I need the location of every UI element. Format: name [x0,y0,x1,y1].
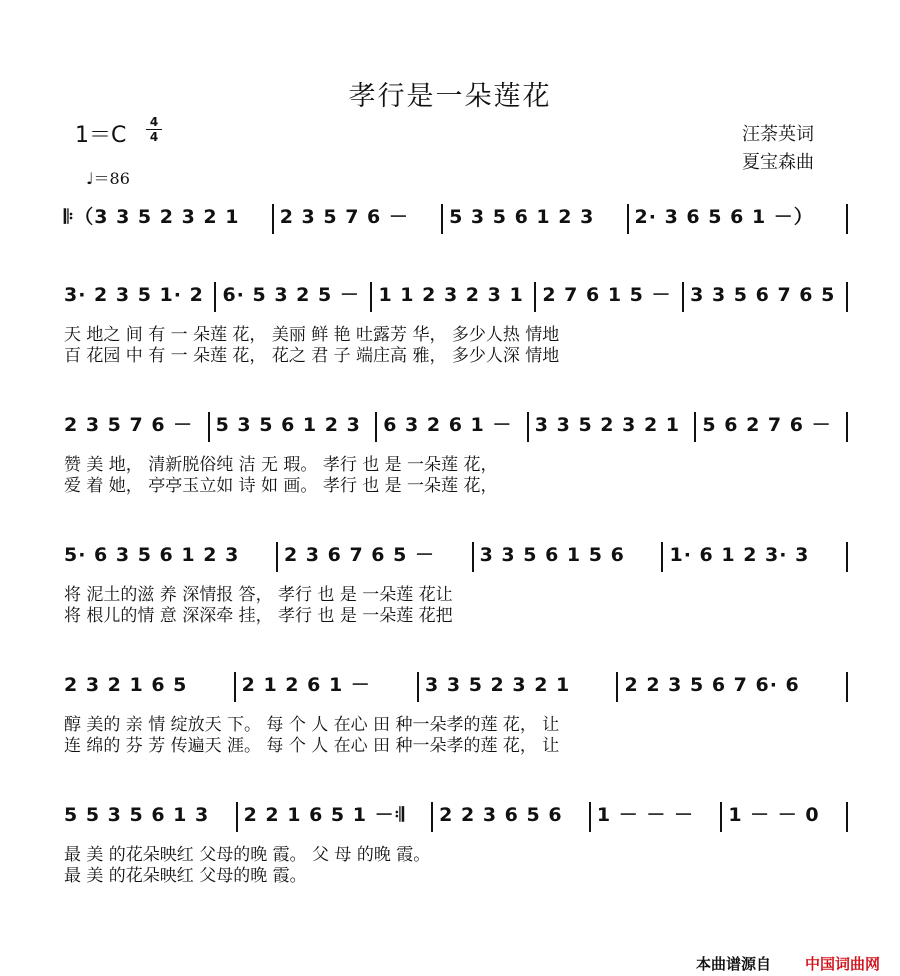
measure: 2 2 1 6 5 1 －𝄇 [243,804,405,826]
barline [370,282,372,312]
measure: 1 － － 0 [728,804,820,826]
measure: 5 6 2 7 6 － [702,414,832,436]
barline [208,412,210,442]
barline [720,802,722,832]
barline [236,802,238,832]
barline [534,282,536,312]
measure: 1 － － － [596,804,694,826]
notation-line [64,410,854,440]
lyric-line: 最 美 的花朵映红 父母的晚 霞。 父 母 的晚 霞。 [64,845,431,865]
time-signature-top: 4 [149,115,159,129]
notation-line [64,670,854,700]
barline [694,412,696,442]
measure: 5 3 5 6 1 2 3 [449,206,595,228]
measure: 2 3 5 7 6 － [64,414,194,436]
lyricist-credit: 汪荼英词 [742,124,814,145]
measure: 5 5 3 5 6 1 3 [64,804,210,826]
key-signature: 1＝C [75,123,127,148]
barline [589,802,591,832]
barline [214,282,216,312]
lyric-line: 最 美 的花朵映红 父母的晚 霞。 [64,866,307,886]
barline [846,802,848,832]
lyric-line: 醇 美的 亲 情 绽放天 下。 每 个 人 在心 田 种一朵孝的莲 花， 让 [64,715,560,735]
measure: 1· 6 1 2 3· 3 [669,544,810,566]
measure: 2 3 6 7 6 5 － [283,544,435,566]
lyric-line: 连 绵的 芬 芳 传遍天 涯。 每 个 人 在心 田 种一朵孝的莲 花， 让 [64,736,560,756]
measure: 2 2 3 6 5 6 [439,804,563,826]
barline [846,542,848,572]
barline [661,542,663,572]
barline [417,672,419,702]
measure: 𝄆（3 3 5 2 3 2 1 [64,206,240,228]
measure: 1 1 2 3 2 3 1 [378,284,524,306]
measure: 3 3 5 2 3 2 1 [534,414,681,436]
lyric-line: 爱 着 她， 亭亭玉立如 诗 如 画。 孝行 也 是 一朵莲 花， [64,476,498,496]
page-title: 孝行是一朵莲花 [348,81,552,112]
barline [272,204,274,234]
measure: 3 3 5 6 1 5 6 [479,544,625,566]
barline [846,282,848,312]
measure: 5· 6 3 5 6 1 2 3 [64,544,240,566]
lyric-line: 将 泥土的滋 养 深情报 答， 孝行 也 是 一朵莲 花让 [64,585,453,605]
notation-line [64,280,854,310]
measure: 2 1 2 6 1 － [241,674,371,696]
barline [472,542,474,572]
measure: 3 3 5 2 3 2 1 [425,674,571,696]
measure: 2 2 3 5 6 7 6· 6 [624,674,800,696]
barline [682,282,684,312]
measure: 3 3 5 6 7 6 5 [690,284,836,306]
barline [846,672,848,702]
measure: 2 7 6 1 5 － [542,284,672,306]
barline [234,672,236,702]
time-signature-bottom: 4 [149,130,159,144]
lyric-line: 百 花园 中 有 一 朵莲 花， 花之 君 子 端庄高 雅， 多少人深 情地 [64,346,560,366]
measure: 5 3 5 6 1 2 3 [215,414,361,436]
barline [527,412,529,442]
lyric-line: 将 根儿的情 意 深深牵 挂， 孝行 也 是 一朵莲 花把 [64,606,453,626]
barline [276,542,278,572]
measure: 2 3 2 1 6 5 [64,674,188,696]
measure: 2 3 5 7 6 － [279,206,409,228]
notation-line [64,202,854,232]
measure: 6· 5 3 2 5 － [222,284,360,306]
notation-line [64,800,854,830]
measure: 2· 3 6 5 6 1 －） [634,206,814,228]
barline [431,802,433,832]
barline [627,204,629,234]
barline [846,204,848,234]
lyric-line: 赞 美 地， 清新脱俗纯 洁 无 瑕。 孝行 也 是 一朵莲 花， [64,455,498,475]
barline [846,412,848,442]
composer-credit: 夏宝森曲 [742,152,814,173]
barline [616,672,618,702]
measure: 6 3 2 6 1 － [383,414,513,436]
source-label: 本曲谱源自 [696,955,772,973]
lyric-line: 天 地之 间 有 一 朵莲 花， 美丽 鲜 艳 吐露芳 华， 多少人热 情地 [64,325,560,345]
site-name-link[interactable]: 中国词曲网 [805,955,881,973]
tempo-marking: ♩＝86 [86,169,130,188]
measure: 3· 2 3 5 1· 2 [64,284,204,306]
time-signature [146,116,162,143]
barline [441,204,443,234]
notation-line [64,540,854,570]
barline [375,412,377,442]
